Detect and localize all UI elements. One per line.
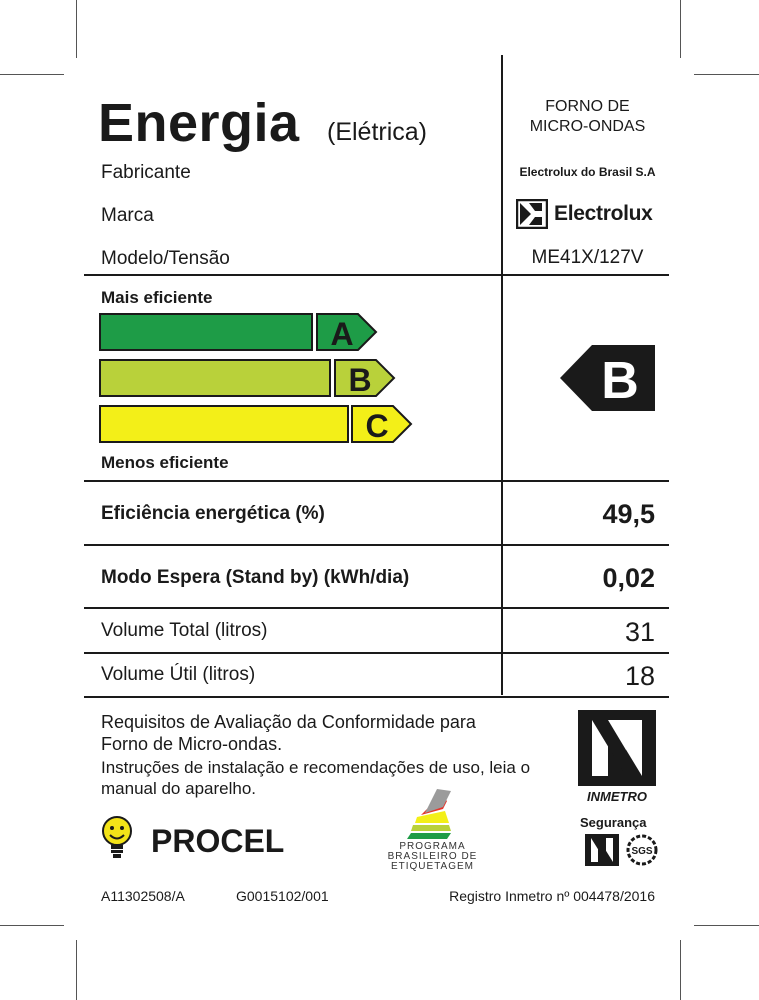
crop-mark <box>0 74 64 75</box>
spec-label-efficiency: Eficiência energética (%) <box>101 503 325 524</box>
divider <box>84 607 669 609</box>
spec-label-usable-volume: Volume Útil (litros) <box>101 664 256 685</box>
brand-label: Marca <box>101 205 154 226</box>
divider <box>84 652 669 654</box>
manufacturer-label: Fabricante <box>101 162 191 183</box>
label-subtitle: (Elétrica) <box>327 118 428 146</box>
class-letter-c: C <box>365 408 389 443</box>
column-divider <box>501 55 503 695</box>
electrolux-icon <box>516 199 548 229</box>
scale-bar-b <box>99 359 331 397</box>
pbe-line2: BRASILEIRO DE <box>387 851 478 862</box>
scale-bar-a <box>99 313 313 351</box>
instructions-text <box>101 757 530 799</box>
product-type <box>505 97 670 137</box>
divider <box>84 480 669 482</box>
sgs-icon <box>625 834 659 866</box>
crop-mark <box>694 74 759 75</box>
scale-bottom-label: Menos eficiente <box>101 453 229 472</box>
rating-letter: B <box>601 352 639 410</box>
spec-label-standby: Modo Espera (Stand by) (kWh/dia) <box>101 567 410 588</box>
footer-code2: G0015102/001 <box>236 888 329 904</box>
rating-indicator <box>560 345 657 411</box>
footer-registry: Registro Inmetro nº 004478/2016 <box>449 888 655 904</box>
crop-mark <box>76 940 77 1000</box>
sgs-text: SGS <box>631 846 653 857</box>
instructions-line1: Instruções de instalação e recomendações de uso, leia o <box>101 758 531 777</box>
inmetro-label: INMETRO <box>587 789 647 804</box>
pbe-icon <box>403 787 459 843</box>
class-arrow-b <box>334 359 396 397</box>
brand-value: Electrolux <box>554 202 653 225</box>
spec-value-usable-volume: 18 <box>624 661 655 691</box>
scale-bar-c <box>99 405 349 443</box>
requirements-text <box>101 711 476 755</box>
procel-bulb-icon <box>100 815 134 861</box>
spec-value-total-volume: 31 <box>624 617 655 647</box>
pbe-line3: ETIQUETAGEM <box>390 861 475 872</box>
spec-label-total-volume: Volume Total (litros) <box>101 620 268 641</box>
product-type-line2: MICRO-ONDAS <box>529 118 646 135</box>
divider <box>84 274 669 276</box>
divider <box>84 696 669 698</box>
divider <box>84 544 669 546</box>
requirements-line2: Forno de Micro-ondas. <box>101 734 283 754</box>
crop-mark <box>680 940 681 1000</box>
spec-value-efficiency: 49,5 <box>602 499 655 529</box>
product-type-line1: FORNO DE <box>545 98 630 115</box>
scale-top-label: Mais eficiente <box>101 288 213 307</box>
model-value: ME41X/127V <box>531 247 644 268</box>
pbe-line1: PROGRAMA <box>399 841 466 852</box>
crop-mark <box>694 925 759 926</box>
inmetro-icon <box>578 710 656 786</box>
pbe-text <box>385 842 480 872</box>
class-letter-b: B <box>348 362 372 397</box>
procel-label: PROCEL <box>151 823 285 859</box>
crop-mark <box>76 0 77 58</box>
crop-mark <box>680 0 681 58</box>
manufacturer-value: Electrolux do Brasil S.A <box>519 165 656 179</box>
class-arrow-c <box>351 405 413 443</box>
crop-mark <box>0 925 64 926</box>
safety-label: Segurança <box>580 815 647 830</box>
footer-code1: A11302508/A <box>101 888 185 904</box>
label-title: Energia <box>98 93 300 153</box>
class-letter-a: A <box>330 316 354 351</box>
model-label: Modelo/Tensão <box>101 248 230 269</box>
spec-value-standby: 0,02 <box>602 563 655 593</box>
instructions-line2: manual do aparelho. <box>101 779 257 798</box>
requirements-line1: Requisitos de Avaliação da Conformidade para <box>101 712 476 732</box>
class-arrow-a <box>316 313 378 351</box>
safety-n-icon <box>585 834 619 866</box>
brand-logo <box>516 199 653 229</box>
